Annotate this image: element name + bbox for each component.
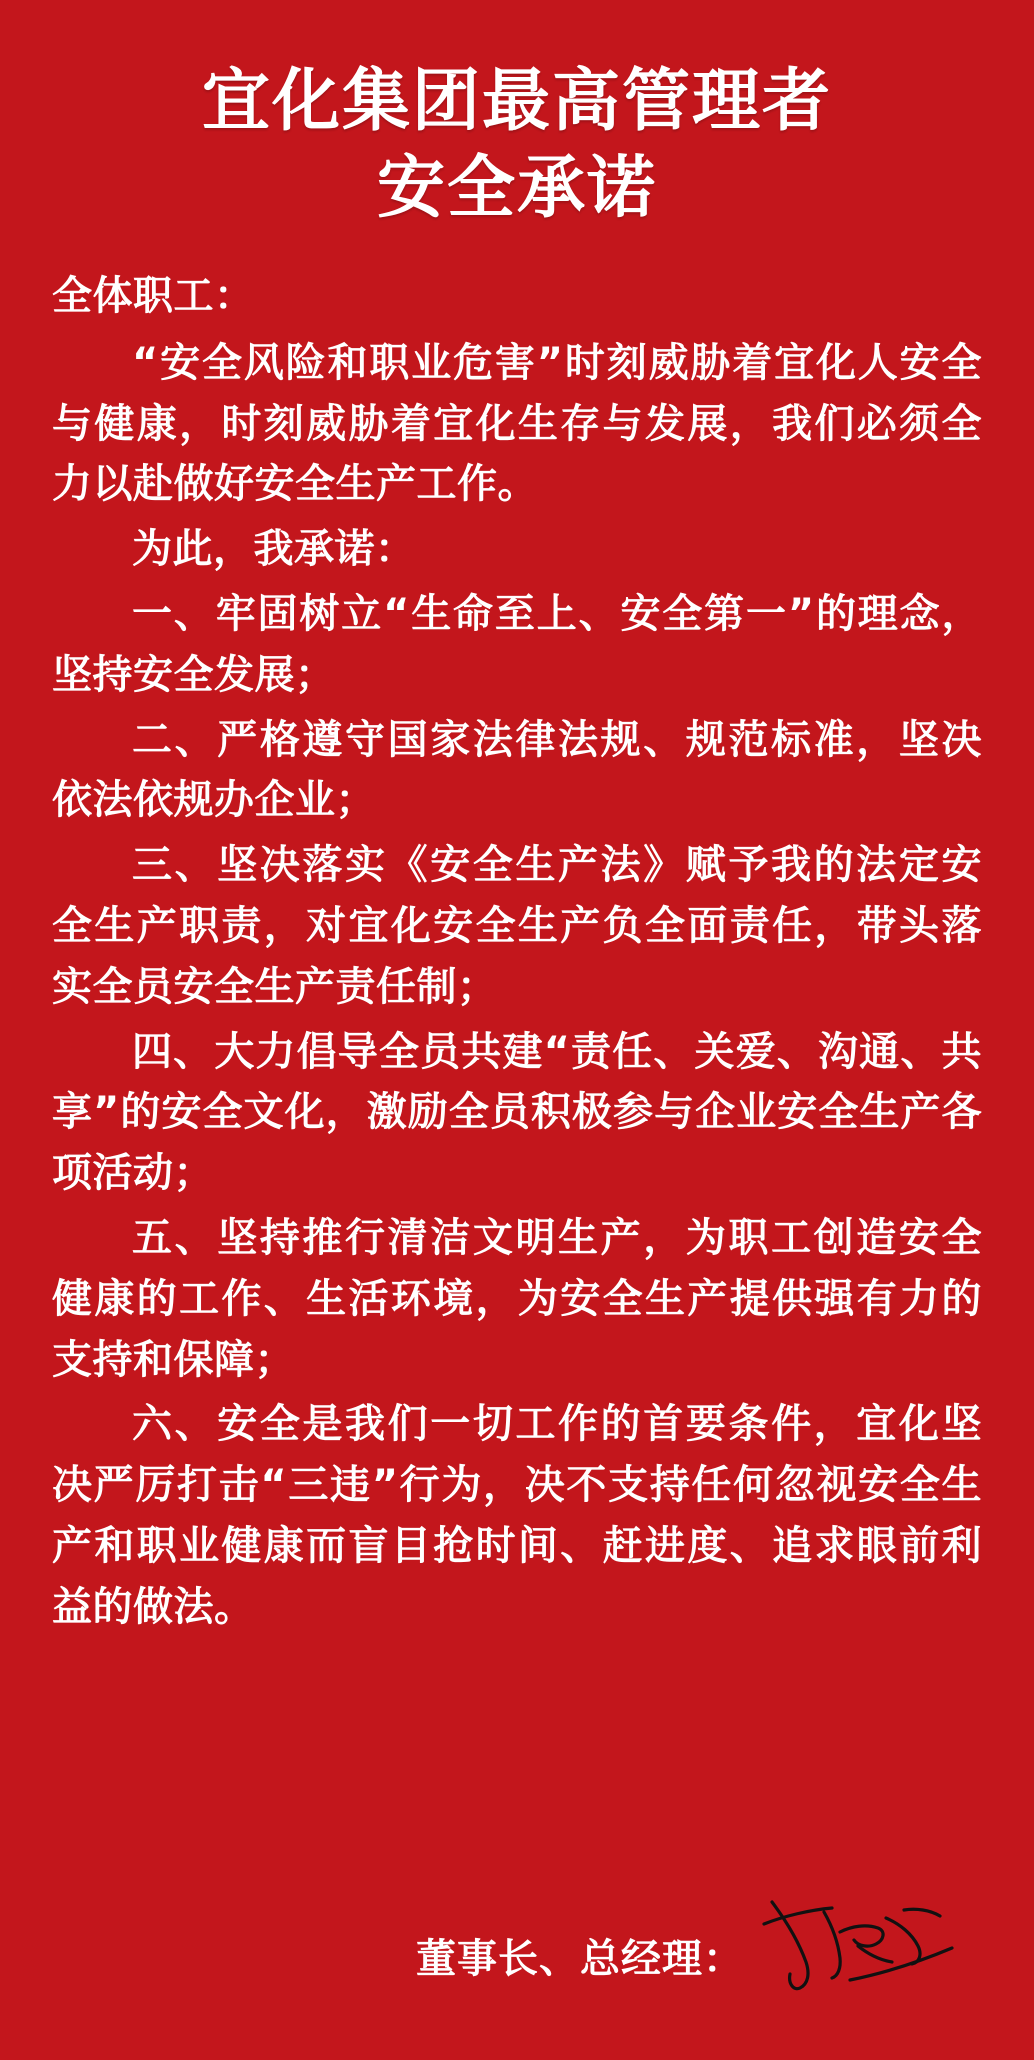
body-paragraph-6: 四、大力倡导全员共建“责任、关爱、沟通、共享”的安全文化，激励全员积极参与企业安全生产各项活动；: [52, 1028, 982, 1197]
body-paragraph-8: 六、安全是我们一切工作的首要条件，宜化坚决严厉打击“三违”行为，决不支持任何忽视安全生产和职业健康而盲目抢时间、赶进度、追求眼前利益的做法。: [52, 1401, 982, 1630]
salutation: 全体职工：: [52, 273, 255, 320]
body-paragraph-1: “安全风险和职业危害”时刻威胁着宜化人安全与健康，时刻威胁着宜化生存与发展，我们必须全力以赴做好安全生产工作。: [52, 339, 982, 508]
handwritten-signature-icon: [754, 1888, 974, 1998]
signature-row: [0, 1888, 1034, 1998]
poster-body: [52, 266, 982, 1638]
poster-title: [0, 0, 1034, 232]
body-paragraph-2: 为此，我承诺：: [132, 526, 416, 573]
title-line-2: 安全承诺: [376, 148, 657, 229]
title-line-1: 宜化集团最高管理者: [201, 61, 832, 141]
body-paragraph-3: 一、牢固树立“生命至上、安全第一”的理念，坚持安全发展；: [52, 591, 982, 698]
body-paragraph-4: 二、严格遵守国家法律法规、规范标准，坚决依法依规办企业；: [52, 716, 982, 824]
body-paragraph-5: 三、坚决落实《安全生产法》赋予我的法定安全生产职责，对宜化安全生产负全面责任，带头落实全员安全生产责任制；: [52, 842, 982, 1010]
body-paragraph-7: 五、坚持推行清洁文明生产，为职工创造安全健康的工作、生活环境，为安全生产提供强有力的支持和保障；: [52, 1215, 982, 1383]
signature-label: 董事长、总经理：: [416, 1936, 744, 1982]
